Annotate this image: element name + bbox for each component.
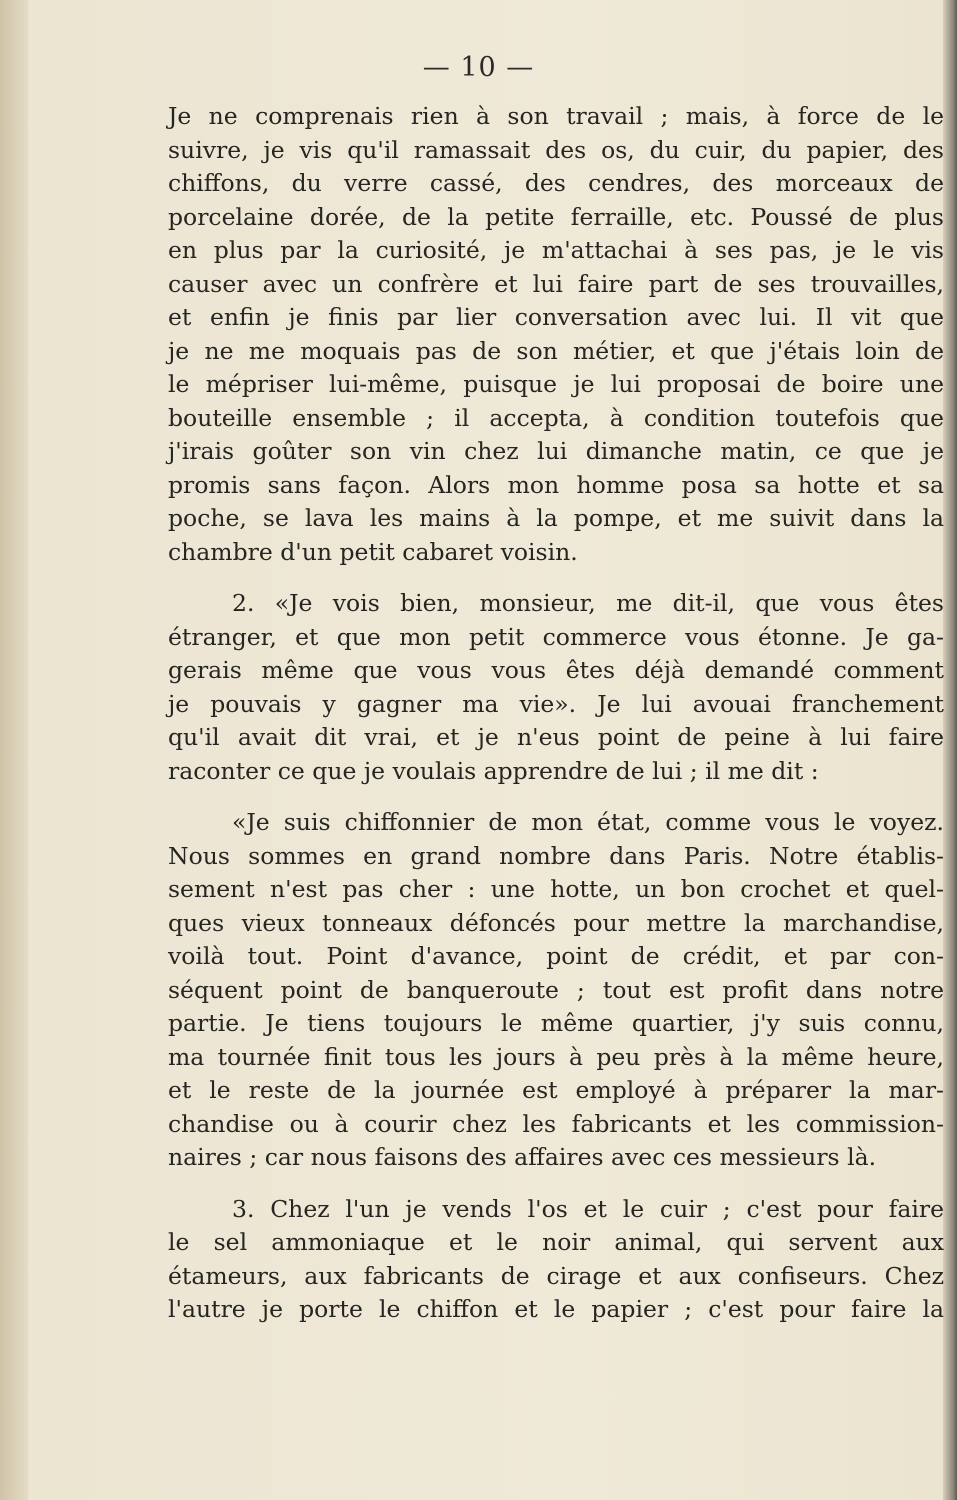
text-line: 2. «Je vois bien, monsieur, me dit-il, que vous êtes xyxy=(232,589,944,617)
text-line: sement n'est pas cher : une hotte, un bon crochet et quel- xyxy=(168,875,944,903)
body-text xyxy=(168,100,944,1327)
page-binding-edge xyxy=(0,0,28,1500)
text-line: ques vieux tonneaux défoncés pour mettre la marchandise, xyxy=(168,908,944,937)
text-line: 3. Chez l'un je vends l'os et le cuir ; c'est pour faire xyxy=(232,1194,944,1223)
page-right-shadow xyxy=(943,0,957,1500)
text-line: partie. Je tiens toujours le même quartier, j'y suis connu, xyxy=(168,1009,944,1037)
text-line: voilà tout. Point d'avance, point de crédit, et par con- xyxy=(168,942,944,970)
text-line: qu'il avait dit vrai, et je n'eus point de peine à lui faire xyxy=(168,723,944,751)
text-line: le sel ammoniaque et le noir animal, qui servent aux xyxy=(168,1228,944,1256)
text-line: je ne me moquais pas de son métier, et que j'étais loin de xyxy=(168,336,944,365)
text-line: chandise ou à courir chez les fabricants et les commission- xyxy=(168,1109,944,1138)
text-line: je pouvais y gagner ma vie». Je lui avouai franchement xyxy=(168,689,944,718)
text-line: j'irais goûter son vin chez lui dimanche matin, ce que je xyxy=(168,437,944,465)
text-line: raconter ce que je voulais apprendre de lui ; il me dit : xyxy=(168,756,819,785)
text-line: chiffons, du verre cassé, des cendres, des morceaux de xyxy=(168,169,944,197)
text-line: étameurs, aux fabricants de cirage et aux confiseurs. Chez xyxy=(168,1261,944,1290)
text-line: ma tournée finit tous les jours à peu près à la même heure, xyxy=(168,1042,944,1071)
text-line: poche, se lava les mains à la pompe, et me suivit dans la xyxy=(168,504,944,532)
text-line: chambre d'un petit cabaret voisin. xyxy=(168,537,578,566)
text-line: Nous sommes en grand nombre dans Paris. Notre établis- xyxy=(168,841,944,870)
text-line: gerais même que vous vous êtes déjà demandé comment xyxy=(168,656,944,684)
text-line: l'autre je porte le chiffon et le papier ; c'est pour faire la xyxy=(168,1295,944,1323)
paragraph-1 xyxy=(168,100,944,569)
paragraph-2 xyxy=(168,587,944,788)
text-line: Je ne comprenais rien à son travail ; mais, à force de le xyxy=(168,102,944,130)
page-number: — 10 — xyxy=(422,52,535,83)
text-line: en plus par la curiosité, je m'attachai à ses pas, je le vis xyxy=(168,236,944,264)
text-line: le mépriser lui-même, puisque je lui proposai de boire une xyxy=(168,370,944,398)
text-line: causer avec un confrère et lui faire part de ses trouvailles, xyxy=(168,269,944,298)
text-line: suivre, je vis qu'il ramassait des os, du cuir, du papier, des xyxy=(168,135,944,164)
text-line: naires ; car nous faisons des affaires avec ces messieurs là. xyxy=(168,1143,877,1171)
text-line: séquent point de banqueroute ; tout est profit dans notre xyxy=(168,975,944,1004)
text-line: et le reste de la journée est employé à préparer la mar- xyxy=(168,1076,944,1104)
text-line: bouteille ensemble ; il accepta, à condition toutefois que xyxy=(168,403,944,432)
text-line: étranger, et que mon petit commerce vous étonne. Je ga- xyxy=(168,622,944,651)
text-line: porcelaine dorée, de la petite ferraille, etc. Poussé de plus xyxy=(168,202,944,231)
paragraph-3 xyxy=(168,806,944,1175)
paragraph-4 xyxy=(168,1193,944,1327)
text-line: «Je suis chiffonnier de mon état, comme vous le voyez. xyxy=(232,808,944,836)
text-line: promis sans façon. Alors mon homme posa sa hotte et sa xyxy=(168,470,944,499)
text-line: et enfin je finis par lier conversation avec lui. Il vit que xyxy=(168,303,944,331)
